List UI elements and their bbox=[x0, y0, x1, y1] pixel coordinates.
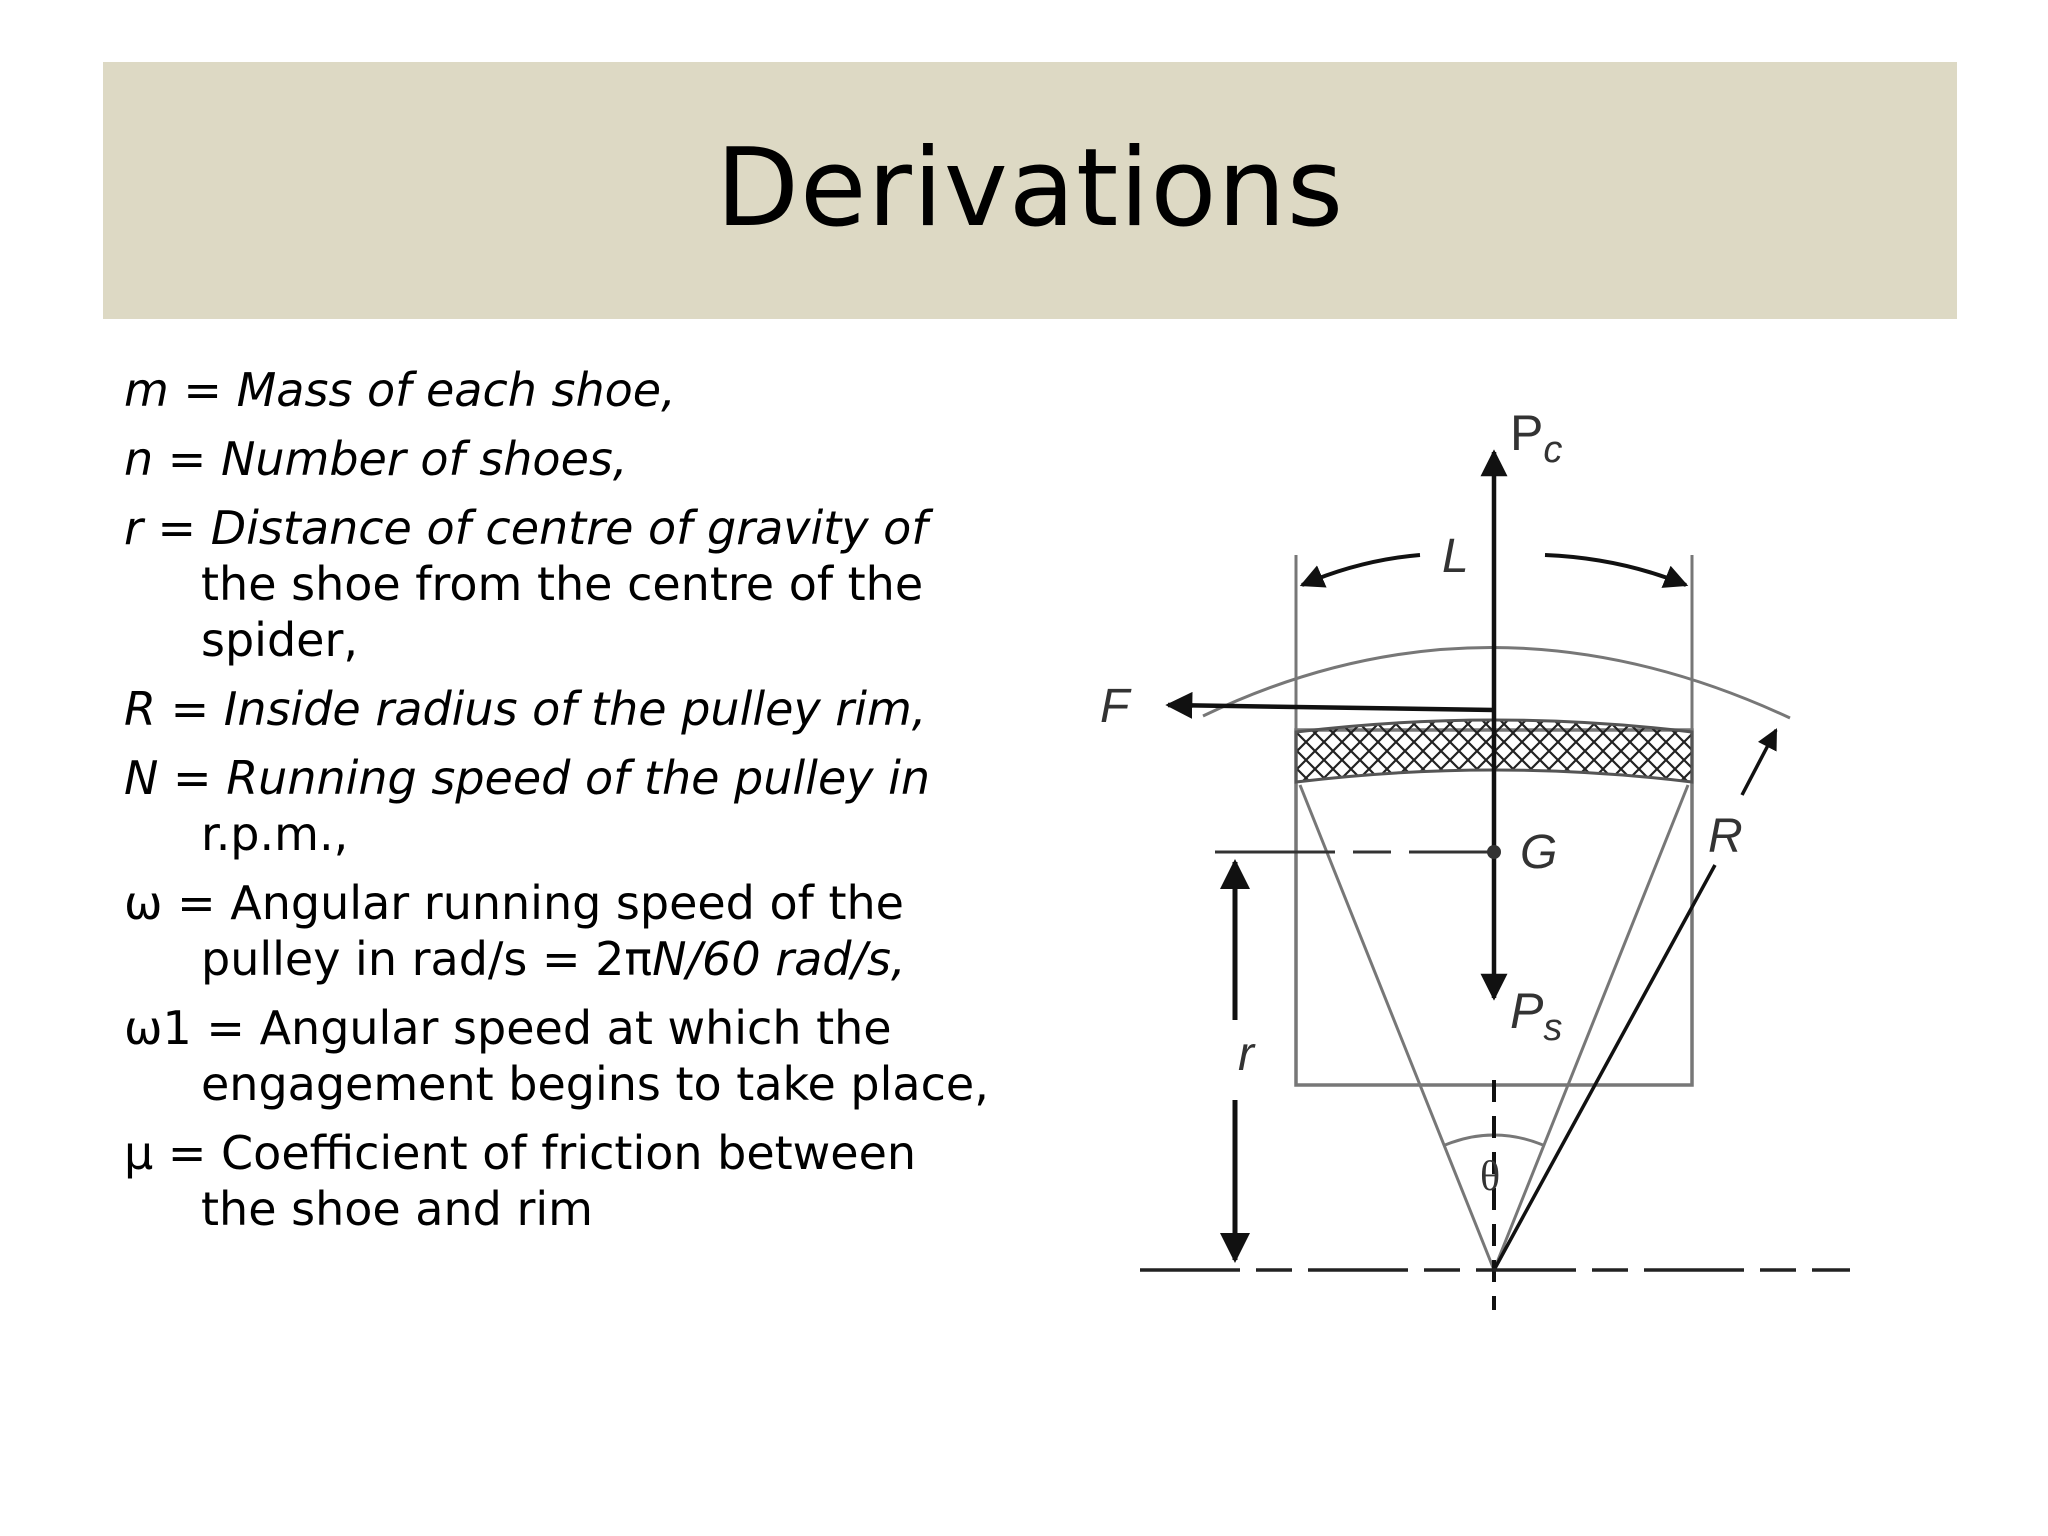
definition-continuation bbox=[124, 1056, 1024, 1112]
definition-text: ω1 = Angular speed at which the bbox=[124, 1001, 892, 1055]
definition-text: R = Inside radius of the pulley rim, bbox=[124, 682, 927, 736]
definition-text: μ = Coefficient of friction between bbox=[124, 1126, 917, 1180]
label-ps: $P_s$ bbox=[1510, 983, 1563, 1049]
title-bar bbox=[103, 62, 1957, 319]
definition-text: spider, bbox=[201, 613, 358, 667]
definition-text: engagement begins to take place, bbox=[201, 1057, 989, 1111]
label-r-radius: R bbox=[1708, 810, 1743, 863]
definition-text: N/60 rad/s, bbox=[652, 932, 906, 986]
definition-continuation bbox=[124, 806, 1024, 862]
definition-item bbox=[124, 1000, 1024, 1112]
label-r-distance: r bbox=[1238, 1028, 1254, 1081]
definition-continuation bbox=[124, 556, 1024, 612]
definition-continuation bbox=[124, 1181, 1024, 1237]
definition-text: the shoe and rim bbox=[201, 1182, 593, 1236]
definition-item bbox=[124, 681, 1024, 737]
definition-text: m = Mass of each shoe, bbox=[124, 363, 676, 417]
label-theta: θ bbox=[1480, 1154, 1501, 1200]
definition-text: pulley in rad/s = 2π bbox=[201, 932, 653, 986]
l-left-arrow bbox=[1302, 555, 1420, 585]
definitions-list bbox=[124, 362, 1024, 1250]
definition-item bbox=[124, 875, 1024, 987]
definition-text: r.p.m., bbox=[201, 807, 349, 861]
radius-line bbox=[1494, 865, 1715, 1270]
definition-line bbox=[124, 681, 1024, 737]
definition-item bbox=[124, 362, 1024, 418]
definition-item bbox=[124, 431, 1024, 487]
definition-text: r = Distance of centre of gravity of bbox=[124, 501, 928, 555]
definition-line bbox=[124, 431, 1024, 487]
definition-line bbox=[124, 362, 1024, 418]
definition-line bbox=[124, 875, 1024, 931]
label-f: F bbox=[1100, 680, 1130, 733]
label-pc: $P_c$ bbox=[1510, 405, 1563, 471]
label-g: G bbox=[1520, 826, 1558, 879]
definition-continuation bbox=[124, 931, 1024, 987]
definition-text: n = Number of shoes, bbox=[124, 432, 628, 486]
l-right-arrow bbox=[1545, 555, 1686, 585]
definition-text: ω = Angular running speed of the bbox=[124, 876, 904, 930]
shoe-diagram bbox=[1090, 400, 1890, 1340]
definition-text: N = Running speed of the pulley in bbox=[124, 751, 931, 805]
definition-item bbox=[124, 1125, 1024, 1237]
definition-line bbox=[124, 1125, 1024, 1181]
definition-line bbox=[124, 1000, 1024, 1056]
sector-left-line bbox=[1300, 785, 1494, 1270]
definition-line bbox=[124, 750, 1024, 806]
definition-item bbox=[124, 500, 1024, 668]
definition-item bbox=[124, 750, 1024, 862]
definition-line bbox=[124, 500, 1024, 556]
definition-continuation bbox=[124, 612, 1024, 668]
label-l: L bbox=[1442, 530, 1469, 583]
slide-title: Derivations bbox=[715, 126, 1345, 251]
definition-text: the shoe from the centre of the bbox=[201, 557, 924, 611]
